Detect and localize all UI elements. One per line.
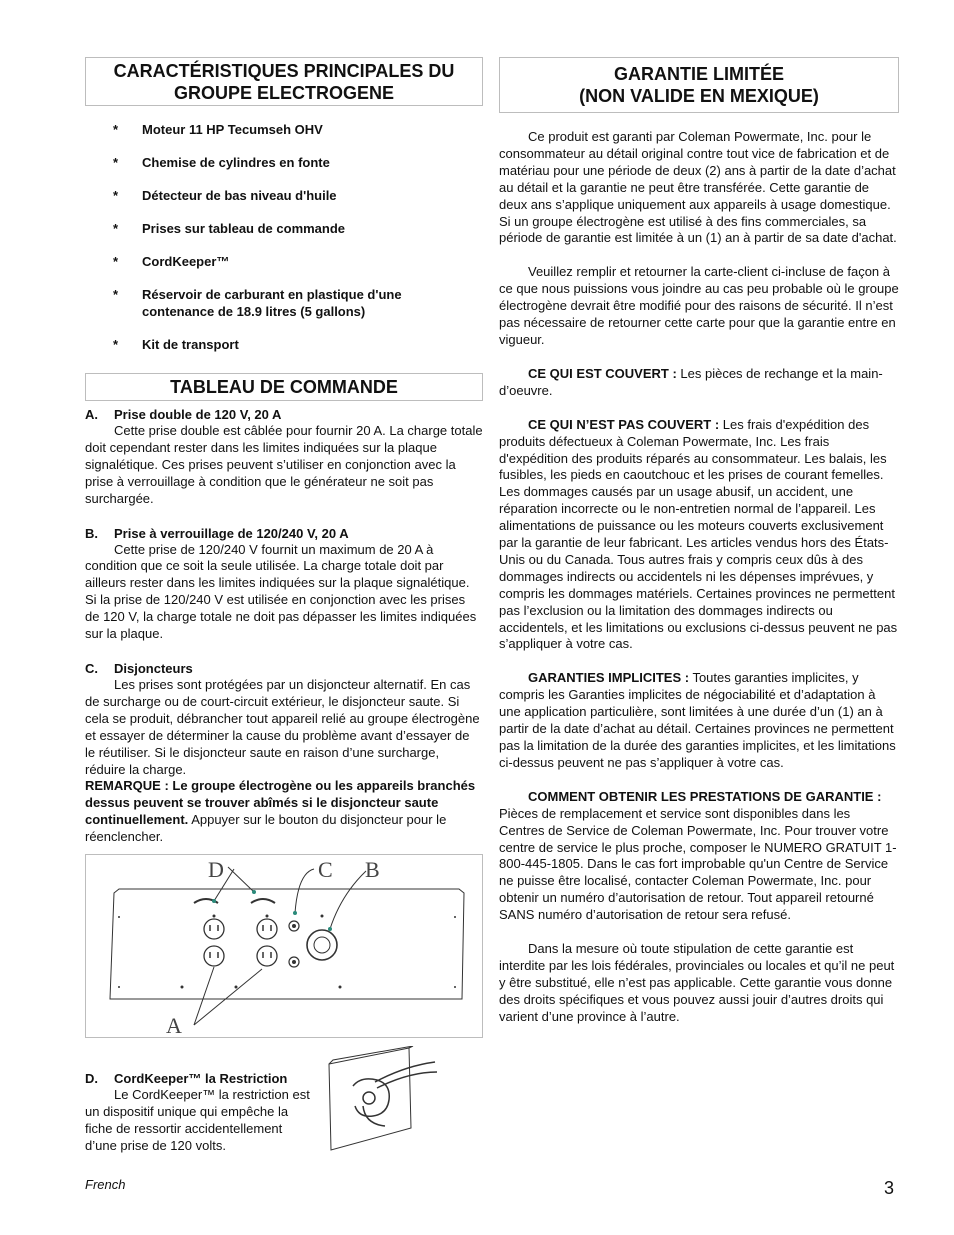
warranty-title-line2: (NON VALIDE EN MEXIQUE) (579, 86, 819, 106)
control-panel-drawing (86, 855, 484, 1037)
control-panel-title: TABLEAU DE COMMANDE (85, 373, 483, 401)
outlet-slots (210, 925, 271, 958)
list-item (85, 253, 483, 270)
warranty-not-covered (499, 417, 899, 654)
section-b (85, 525, 483, 643)
section-d-heading (85, 1070, 317, 1087)
feature-text: Moteur 11 HP Tecumseh OHV (142, 122, 323, 137)
panel-screw (118, 916, 120, 918)
outlet-receptacle (257, 946, 277, 966)
breaker-center (292, 960, 296, 964)
bullet-star: * (113, 155, 119, 170)
section-c-heading (85, 660, 483, 677)
cordkeeper-plate (329, 1048, 411, 1150)
bullet-star: * (113, 287, 119, 302)
section-d-text (85, 1070, 317, 1155)
footer-language: French (85, 1177, 126, 1192)
covered-text: Les pièces de rechange et la main-d’oeuvre. (499, 365, 883, 398)
panel-screw (266, 915, 269, 918)
twistlock-outlet (307, 930, 337, 960)
panel-screw (454, 986, 456, 988)
implied-lead: GARANTIES IMPLICITES : (528, 670, 690, 686)
bullet-star: * (113, 122, 119, 137)
section-b-body: Cette prise de 120/240 V fournit un maximum de 20 A à condition que ce soit la seule utilisée. La charge totale doit par ailleurs rester dans les limites indiquées sur la plaque signalétique. Si la prise de 120/240 V est utilisée en conjonction avec les prises de 120 V, la charge totale ne doit pas dépasser les limites indiquées sur la plaque. (85, 541, 477, 642)
section-letter: C. (85, 660, 98, 676)
list-item (85, 154, 483, 171)
features-title-line1: CARACTÉRISTIQUES PRINCIPALES DU (113, 60, 455, 81)
panel-screw (339, 986, 342, 989)
feature-text: Réservoir de carburant en plastique d'une contenance de 18.9 litres (5 gallons) (142, 287, 402, 319)
section-letter: D. (85, 1071, 98, 1087)
page-number: 3 (884, 1178, 895, 1198)
warranty-intro: Ce produit est garanti par Coleman Powermate, Inc. pour le consommateur au détail original contre tout vice de fabrication et de matériau pour une période de deux (2) ans à partir de la date d’achat au détail et la garantie ne peut être transférée. Cette garantie de deux ans s’applique uniquement aux appareils à usage domestique. Si un groupe électrogène est utilisé à des fins commerciales, sa période de garantie est limitée à un (1) an à partir de sa date d'achat. (499, 129, 897, 246)
list-item (85, 121, 483, 138)
feature-text: CordKeeper™ (142, 254, 230, 269)
bullet-star: * (113, 188, 119, 203)
warranty-title-line1: GARANTIE LIMITÉE (614, 64, 784, 84)
section-c (85, 660, 483, 846)
section-title: Disjoncteurs (114, 660, 193, 676)
remark-rest: Appuyer sur le bouton du disjoncteur pour le réenclencher. (85, 812, 447, 845)
feature-text: Prises sur tableau de commande (142, 221, 346, 236)
section-letter: A. (85, 407, 98, 422)
panel-screw (235, 986, 238, 989)
feature-text: Kit de transport (142, 337, 239, 352)
figure-label-d: D (208, 857, 224, 883)
panel-screw (321, 915, 324, 918)
remark-bold: REMARQUE : Le groupe électrogène ou les appareils branchés dessus peuvent se trouver abîmés si le disjoncteur saute continuellement. (85, 778, 476, 828)
section-b-heading (85, 525, 483, 542)
panel-screw (118, 986, 120, 988)
section-c-body: Les prises sont protégées par un disjoncteur alternatif. En cas de surcharge ou de court-circuit extérieur, le disjoncteur saute. Si cela se produit, débrancher tout appareil relié au groupe électrogène et essayer de déterminer la cause du problème avant d’essayer de le réutiliser. Si le disjoncteur saute en raison d’une surcharge, réduire la charge. (85, 676, 480, 777)
features-title-line2: GROUPE ELECTROGENE (173, 82, 395, 103)
warranty-registration: Veuillez remplir et retourner la carte-client ci-incluse de façon à ce que nous puissions vous joindre au cas peu probable où le groupe électrogène devrait être modifié pour des raisons de sécurité. Il n’est pas nécessaire de retourner cette carte pour que la garantie entre en vigueur. (499, 264, 899, 347)
leader-lines (194, 867, 366, 1025)
outlet-receptacle (204, 919, 224, 939)
list-item (85, 220, 483, 237)
warranty-covered (499, 366, 899, 400)
panel-outline (110, 889, 464, 999)
figure-label-a: A (166, 1013, 182, 1038)
list-item (85, 187, 483, 204)
section-c-remark (85, 778, 483, 846)
warranty-service (499, 789, 899, 924)
service-lead: COMMENT OBTENIR LES PRESTATIONS DE GARANTIE : (528, 788, 882, 804)
bullet-star: * (113, 221, 119, 236)
cordkeeper-hook (251, 899, 275, 903)
right-column (499, 57, 899, 1043)
twistlock-inner (314, 937, 330, 953)
covered-lead: CE QUI EST COUVERT : (528, 365, 677, 381)
list-item (85, 286, 483, 320)
section-a (85, 406, 483, 508)
service-text: Pièces de remplacement et service sont disponibles dans les Centres de Service de Coleman Powermate, Inc. Pour trouver votre centre de service le plus proche, composer le NUMERO GRATUIT 1-800-445-1805. Dans le cas fort improbable qu'un Centre de Service ne puisse être localisé, contacter Coleman Powermate, Inc. pour obtenir un numéro d’autorisation de retour. Tout appareil retourné SANS numéro d’autorisation de retour sera refusé. (499, 805, 897, 923)
figure-label-b: B (365, 857, 380, 883)
control-panel-figure (85, 854, 483, 1038)
features-title (85, 57, 483, 106)
leader-arrows (212, 890, 332, 931)
panel-screw (213, 915, 216, 918)
left-column (85, 57, 483, 1155)
warranty-body (499, 129, 899, 1026)
cordkeeper-figure (325, 1046, 445, 1154)
section-a-body: Cette prise double est câblée pour fournir 20 A. La charge totale doit cependant rester dans les limites indiquées sur la plaque signalétique. Ces prises peuvent s’utiliser en conjonction avec la prise à verrouillage à condition que le générateur ne soit pas surchargée. (85, 423, 483, 506)
outlet-receptacle (204, 946, 224, 966)
panel-screw (454, 916, 456, 918)
section-title: Prise à verrouillage de 120/240 V, 20 A (114, 525, 349, 541)
warranty-implied (499, 670, 899, 771)
outlet-receptacle (257, 919, 277, 939)
breaker-center (292, 924, 296, 928)
panel-screw (181, 986, 184, 989)
implied-text: Toutes garanties implicites, y compris les Garanties implicites de négociabilité et d’adaptation à une application particulière, sont limitées à une durée d’un (1) an à partir de la date d’achat au détail. Certaines provinces ne permettent pas la limitation de la durée des garanties implicites, et les limitations ci-dessus peuvent ne pas s’appliquer à votre cas. (499, 670, 896, 770)
features-list (85, 121, 483, 353)
feature-text: Détecteur de bas niveau d'huile (142, 188, 337, 203)
not-covered-text: Les frais d'expédition des produits défectueux à Coleman Powermate, Inc. Les frais d'expédition des produits réparés au consommateur. Les balais, les fusibles, les pieds en caoutchouc et les prises de courant femelles. Les dommages causés par un usage abusif, un accident, une réparation incorrecte ou le non-entretien normal de l’appareil. Les alimentations de puissance ou les moteurs couverts exclusivement par la garantie de leur fabricant. Les articles vendus hors des États-Unis ou du Canada. Tous autres frais y compris ceux dûs à des dommages indirects ou accidentels ni les dépenses imprévues, y compris les dommages matériels. Certaines provinces ne permettent pas l’exclusion ou la limitation des dommages indirects ou accidentels, et les limitations ou exclusions ci-dessus peuvent ne pas s’appliquer à votre cas. (499, 416, 898, 652)
section-a-heading (85, 406, 483, 423)
bullet-star: * (113, 337, 119, 352)
bullet-star: * (113, 254, 119, 269)
section-title: Prise double de 120 V, 20 A (114, 407, 282, 422)
section-d-body: Le CordKeeper™ la restriction est un dispositif unique qui empêche la fiche de ressortir accidentellement d’une prise de 120 volts. (85, 1087, 310, 1153)
warranty-title (499, 57, 899, 113)
section-d (85, 1070, 483, 1155)
feature-text: Chemise de cylindres en fonte (142, 155, 330, 170)
warranty-final: Dans la mesure où toute stipulation de cette garantie est interdite par les lois fédérales, provinciales ou locales et qu’il ne peut y être substitué, elle n’est pas applicable. Cette garantie vous donne des droits spécifiques et vous pouvez aussi jouir d’autres droits qui varient d’une province à l’autre. (499, 941, 895, 1024)
not-covered-lead: CE QUI N’EST PAS COUVERT : (528, 416, 720, 432)
figure-label-c: C (318, 857, 333, 883)
list-item (85, 336, 483, 353)
section-letter: B. (85, 525, 98, 541)
section-title: CordKeeper™ la Restriction (114, 1071, 288, 1087)
